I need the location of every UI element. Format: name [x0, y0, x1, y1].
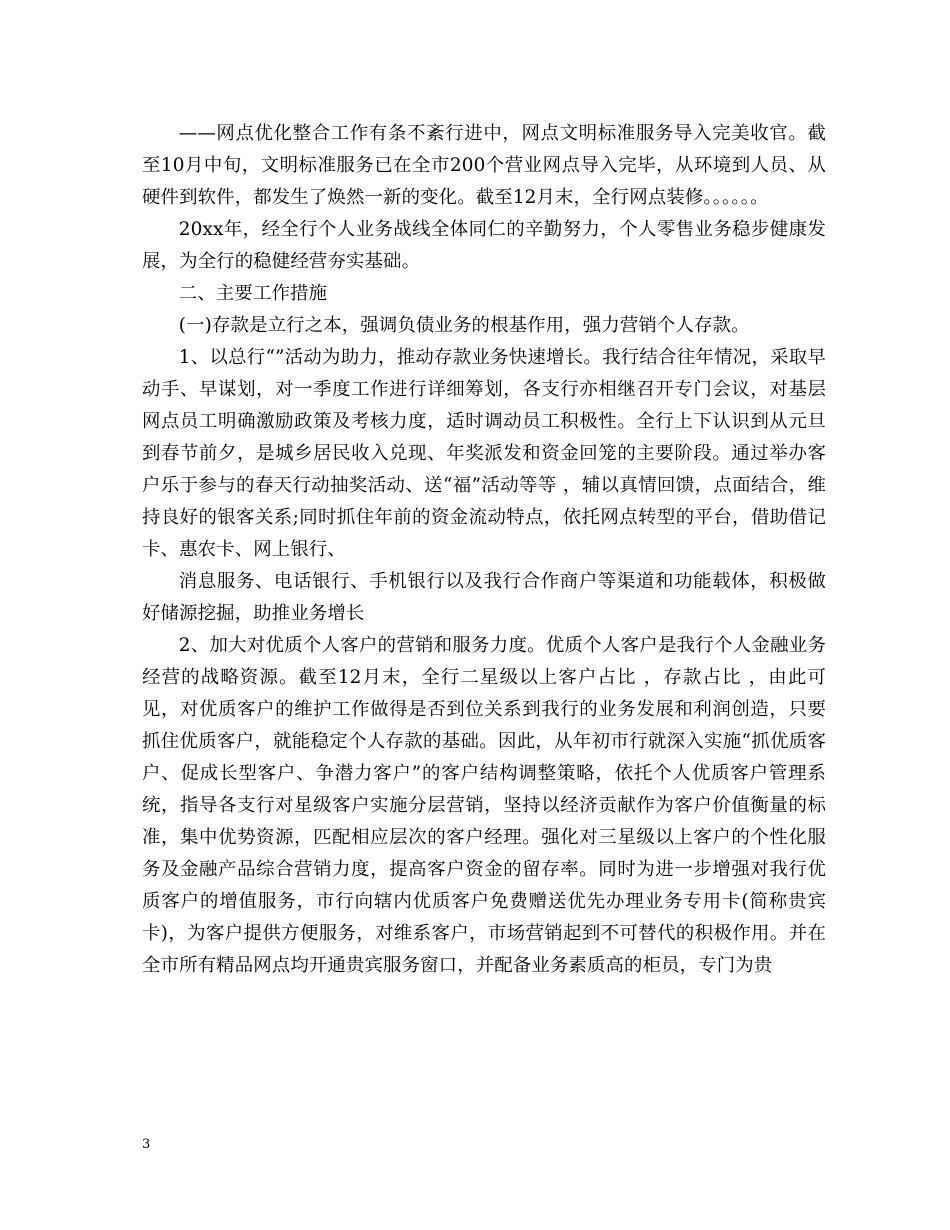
document-body	[142, 118, 826, 982]
paragraph-annual-summary: 20xx年，经全行个人业务战线全体同仁的辛勤努力，个人零售业务稳步健康发展，为全行的稳健经营夯实基础。	[142, 219, 826, 272]
subsection-heading-deposits: (一)存款是立行之本，强调负债业务的根基作用，强力营销个人存款。	[178, 315, 750, 336]
paragraph-network-optimization: ——网点优化整合工作有条不紊行进中，网点文明标准服务导入完美收官。截至10月中旬，文明标准服务已在全市200个营业网点导入完毕，从环境到人员、从硬件到软件，都发生了焕然一新的变化。截至12月末，全行网点装修。。。。。。	[142, 123, 826, 208]
paragraph-item-1-deposit-growth: 1、以总行“”活动为助力，推动存款业务快速增长。我行结合往年情况，采取早动手、早谋划，对一季度工作进行详细筹划，各支行亦相继召开专门会议，对基层网点员工明确激励政策及考核力度，适时调动员工积极性。全行上下认识到从元旦到春节前夕，是城乡居民收入兑现、年奖派发和资金回笼的主要阶段。通过举办客户乐于参与的春天行动抽奖活动、送“福”活动等等 ，辅以真情回馈，点面结合，维持良好的银客关系;同时抓住年前的资金流动特点，依托网点转型的平台，借助借记卡、惠农卡、网上银行、	[142, 347, 826, 560]
section-heading-main-measures: 二、主要工作措施	[178, 283, 328, 304]
page-number: 3	[142, 1137, 151, 1152]
paragraph-item-1-continued: 消息服务、电话银行、手机银行以及我行合作商户等渠道和功能载体，积极做好储源挖掘，助推业务增长	[142, 571, 826, 624]
paragraph-item-2-premium-customers: 2、加大对优质个人客户的营销和服务力度。优质个人客户是我行个人金融业务经营的战略资源。截至12月末，全行二星级以上客户占比 ，存款占比 ，由此可见，对优质客户的维护工作做得是否到位关系到我行的业务发展和利润创造，只要抓住优质客户，就能稳定个人存款的基础。因此，从年初市行就深入实施“抓优质客户、促成长型客户、争潜力客户”的客户结构调整策略，依托个人优质客户管理系统，指导各支行对星级客户实施分层营销，坚持以经济贡献作为客户价值衡量的标准，集中优势资源，匹配相应层次的客户经理。强化对三星级以上客户的个性化服务及金融产品综合营销力度，提高客户资金的留存率。同时为进一步增强对我行优质客户的增值服务，市行向辖内优质客户免费赠送优先办理业务专用卡(简称贵宾卡)，为客户提供方便服务，对维系客户，市场营销起到不可替代的积极作用。并在全市所有精品网点均开通贵宾服务窗口，并配备业务素质高的柜员，专门为贵	[142, 635, 826, 976]
